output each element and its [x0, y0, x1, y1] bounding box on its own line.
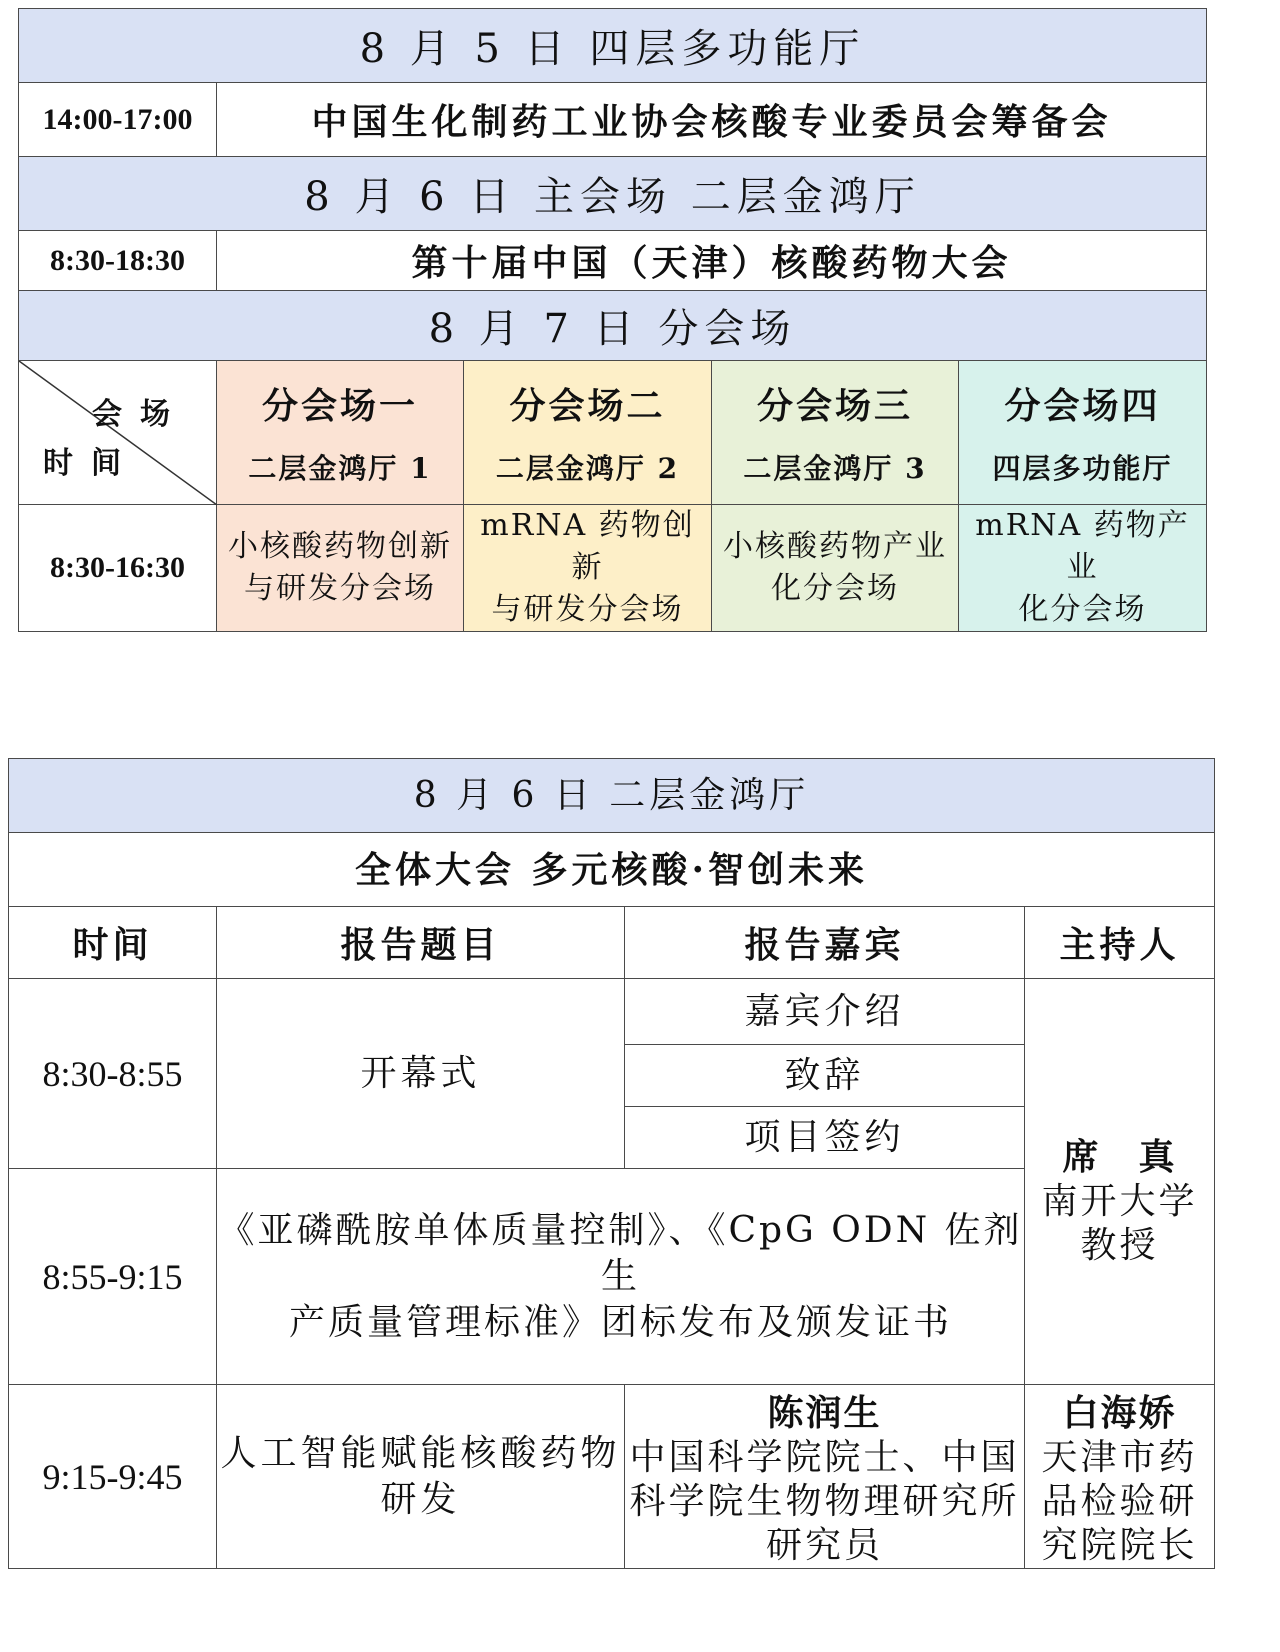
col-head-time: 时间: [9, 907, 217, 979]
venue-2-room: 二层金鸿厅 2: [495, 452, 680, 485]
venue-2-topic-line1: mRNA 药物创新: [480, 508, 695, 585]
venue-3-room: 二层金鸿厅 3: [743, 452, 927, 485]
row3-host: [1025, 1385, 1215, 1569]
col-head-title: 报告题目: [217, 907, 625, 979]
venue-4-topic-line2: 化分会场: [1018, 592, 1147, 627]
venue-1-header: [217, 361, 464, 505]
venue-2-header: [464, 361, 712, 505]
venue-4-name: 分会场四: [1004, 385, 1161, 427]
venue-4-topic: [959, 505, 1207, 632]
venue-2-topic-line2: 与研发分会场: [491, 592, 684, 627]
row3-host-name: 白海娇: [1062, 1392, 1177, 1434]
host1-name: 席 真: [1062, 1136, 1177, 1178]
day2-header: 8 月 6 日 主会场 二层金鸿厅: [19, 157, 1207, 231]
schedule-table: [18, 8, 1207, 632]
venue-1-name: 分会场一: [261, 385, 418, 427]
day3-time: 8:30-16:30: [19, 505, 217, 632]
day1-time: 14:00-17:00: [19, 83, 217, 157]
row1-item-signing: 项目签约: [625, 1107, 1025, 1169]
session-title: 全体大会 多元核酸·智创未来: [9, 833, 1215, 907]
day2-time: 8:30-18:30: [19, 231, 217, 291]
host1-title-line2: 教授: [1080, 1225, 1159, 1266]
venue-3-topic-line1: 小核酸药物产业: [723, 529, 947, 564]
row2-title: [217, 1169, 1025, 1385]
row1-item-intro: 嘉宾介绍: [625, 979, 1025, 1045]
row3-speaker-line2: 科学院生物物理研究所: [629, 1481, 1020, 1522]
row3-time: 9:15-9:45: [9, 1385, 217, 1569]
agenda-table: [8, 758, 1215, 1569]
row3-speaker-line1: 中国科学院院士、中国: [629, 1437, 1020, 1478]
row3-title-line1: 人工智能赋能核酸药物: [220, 1432, 621, 1474]
row1-time: 8:30-8:55: [9, 979, 217, 1169]
col-head-host: 主持人: [1025, 907, 1215, 979]
venue-1-topic-line1: 小核酸药物创新: [228, 529, 452, 564]
corner-label-time: 时间: [43, 446, 139, 481]
host1-title-line1: 南开大学: [1041, 1181, 1198, 1222]
row2-title-line2: 产质量管理标准》团标发布及颁发证书: [288, 1301, 952, 1343]
row1-title: 开幕式: [217, 979, 625, 1169]
corner-label-venue: 会场: [92, 397, 188, 432]
day2-event: 第十届中国（天津）核酸药物大会: [217, 231, 1207, 291]
row3-host-line2: 品检验研: [1041, 1481, 1198, 1522]
venue-1-topic-line2: 与研发分会场: [244, 571, 436, 606]
col-head-speaker: 报告嘉宾: [625, 907, 1025, 979]
row3-speaker-line3: 研究员: [765, 1525, 883, 1566]
day1-header: 8 月 5 日 四层多功能厅: [19, 9, 1207, 83]
venue-3-topic-line2: 化分会场: [771, 571, 899, 606]
day3-header: 8 月 7 日 分会场: [19, 291, 1207, 361]
row1-item-speech: 致辞: [625, 1045, 1025, 1107]
venue-4-topic-line1: mRNA 药物产业: [975, 508, 1190, 585]
day1-event: 中国生化制药工业协会核酸专业委员会筹备会: [217, 83, 1207, 157]
row3-speaker-name: 陈润生: [767, 1392, 882, 1434]
agenda-header: 8 月 6 日 二层金鸿厅: [9, 759, 1215, 833]
diagonal-line: [19, 361, 217, 505]
row2-time: 8:55-9:15: [9, 1169, 217, 1385]
venue-2-topic: [464, 505, 712, 632]
venue-1-room: 二层金鸿厅 1: [248, 452, 432, 485]
venue-4-room: 四层多功能厅: [992, 452, 1173, 485]
row3-speaker: [625, 1385, 1025, 1569]
venue-2-name: 分会场二: [509, 385, 666, 427]
venue-4-header: [959, 361, 1207, 505]
row2-title-line1: 《亚磷酰胺单体质量控制》、《CpG ODN 佐剂生: [218, 1209, 1023, 1297]
row3-title-line2: 研发: [380, 1478, 461, 1520]
host1-cell: [1025, 979, 1215, 1385]
corner-cell: [19, 361, 217, 505]
venue-3-header: [712, 361, 959, 505]
venue-1-topic: [217, 505, 464, 632]
venue-3-topic: [712, 505, 959, 632]
row3-host-line1: 天津市药: [1041, 1437, 1198, 1478]
venue-3-name: 分会场三: [756, 385, 913, 427]
row3-title: [217, 1385, 625, 1569]
row3-host-line3: 究院院长: [1041, 1525, 1198, 1566]
